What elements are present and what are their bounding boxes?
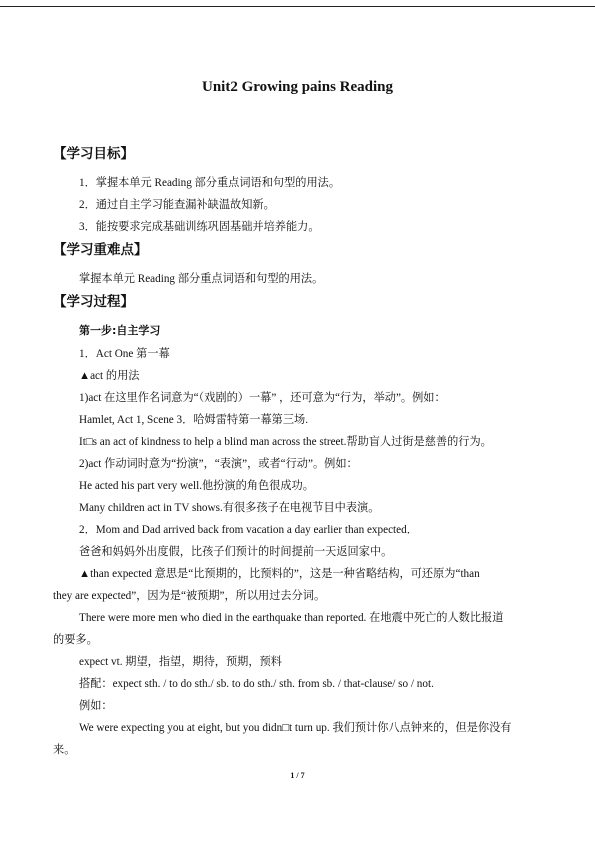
- step-heading: 第一步:自主学习: [79, 324, 161, 337]
- body-line: We were expecting you at eight, but you didn□t turn up. 我们预计你八点钟来的，但是你没有: [79, 722, 512, 734]
- goal-item: 1．掌握本单元 Reading 部分重点词语和句型的用法。: [79, 177, 341, 189]
- body-line: 2．Mom and Dad arrived back from vacation a day earlier than expected．: [79, 524, 418, 536]
- body-line: 来。: [53, 744, 76, 756]
- goal-item: 3．能按要求完成基础训练巩固基础并培养能力。: [79, 221, 320, 233]
- body-line: Many children act in TV shows.有很多孩子在电视节目中表演。: [79, 502, 380, 514]
- section-heading-process: 【学习过程】: [53, 294, 134, 310]
- header-rule: [0, 6, 595, 7]
- section-heading-key-points: 【学习重难点】: [53, 242, 148, 258]
- body-line: It□s an act of kindness to help a blind man across the street.帮助盲人过街是慈善的行为。: [79, 436, 492, 448]
- page-number: 1 / 7: [290, 771, 305, 780]
- key-point-text: 掌握本单元 Reading 部分重点词语和句型的用法。: [79, 273, 324, 285]
- body-line: 爸爸和妈妈外出度假，比孩子们预计的时间提前一天返回家中。: [79, 546, 393, 558]
- body-line: 的要多。: [53, 634, 98, 646]
- body-line: 1)act 在这里作名词意为“（戏剧的）一幕” ，还可意为“行为，举动”。例如：: [79, 392, 446, 404]
- goal-item: 2．通过自主学习能查漏补缺温故知新。: [79, 199, 275, 211]
- body-line: expect vt. 期望，指望，期待，预期，预料: [79, 656, 282, 668]
- body-line: ▲act 的用法: [79, 370, 140, 382]
- body-line: 例如：: [79, 700, 113, 712]
- body-line: 2)act 作动词时意为“扮演”，“表演”，或者“行动”。例如：: [79, 458, 358, 470]
- body-line: ▲than expected 意思是“比预期的，比预料的”，这是一种省略结构，可还原为“than: [79, 568, 480, 580]
- body-line: There were more men who died in the earthquake than reported. 在地震中死亡的人数比报道: [79, 612, 504, 624]
- body-line: 1．Act One 第一幕: [79, 348, 170, 360]
- body-line: they are expected”，因为是“被预期”，所以用过去分词。: [53, 590, 326, 602]
- section-heading-goals: 【学习目标】: [53, 146, 134, 162]
- body-line: He acted his part very well.他扮演的角色很成功。: [79, 480, 314, 492]
- document-title: Unit2 Growing pains Reading: [201, 79, 393, 95]
- body-line: Hamlet, Act 1, Scene 3．哈姆雷特第一幕第三场.: [79, 414, 309, 426]
- body-line: 搭配：expect sth. / to do sth./ sb. to do sth./ sth. from sb. / that-clause/ so / not.: [79, 678, 434, 690]
